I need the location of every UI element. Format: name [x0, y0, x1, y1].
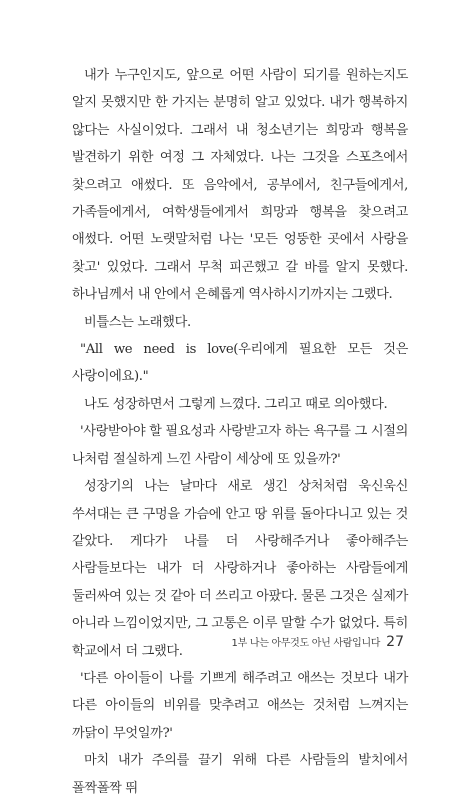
paragraph: '다른 아이들이 나를 기쁘게 해주려고 애쓰는 것보다 내가 다른 아이들의 비위를 맞추려고 애쓰는 것처럼 느껴지는 까닭이 무엇일까?' — [72, 670, 408, 741]
body-text — [72, 62, 408, 802]
page-footer — [232, 634, 404, 650]
paragraph: 나도 성장하면서 그렇게 느꼈다. 그리고 때로 의아했다. — [84, 396, 388, 412]
paragraph: 마치 내가 주의를 끌기 위해 다른 사람들의 발치에서 폴짝폴짝 뛰 — [72, 753, 408, 796]
paragraph: 성장기의 나는 날마다 새로 생긴 상처처럼 욱신욱신 쑤셔대는 큰 구멍을 가슴에 안고 땅 위를 돌아다니고 있는 것 같았다. 게다가 나를 더 사랑해주거나 좋아해주는 사람들보다는 내가 더 사랑하거나 좋아하는 사람들에게 둘러싸여 있는 것 같아 더 쓰리고 아팠다. 물론 그것은 실제가 아니라 느낌이었지만, 그 고통은 이루 말할 수가 없었다. 특히 학교에서 더 그랬다. — [72, 479, 408, 659]
paragraph: 비틀스는 노래했다. — [84, 314, 191, 330]
paragraph: "All we need is love(우리에게 필요한 모든 것은 사랑이에요)." — [72, 342, 408, 385]
paragraph: 내가 누구인지도, 앞으로 어떤 사람이 되기를 원하는지도 알지 못했지만 한 가지는 분명히 알고 있었다. 내가 행복하지 않다는 사실이었다. 그래서 내 청소년기는 희망과 행복을 발견하기 위한 여정 그 자체였다. 나는 그것을 스포츠에서 찾으려고 애썼다. 또 음악에서, 공부에서, 친구들에게서, 가족들에게서, 여학생들에게서 희망과 행복을 찾으려고 애썼다. 어떤 노랫말처럼 나는 '모든 엉뚱한 곳에서 사랑을 찾고' 있었다. 그래서 무척 피곤했고 갈 바를 알지 못했다. 하나님께서 내 안에서 은혜롭게 역사하시기까지는 그랬다. — [72, 68, 408, 303]
running-head: 1부 나는 아무것도 아닌 사람입니다 — [231, 638, 381, 649]
page-number: 27 — [386, 634, 404, 650]
paragraph: '사랑받아야 할 필요성과 사랑받고자 하는 욕구를 그 시절의 나처럼 절실하게 느낀 사람이 세상에 또 있을까?' — [72, 424, 408, 467]
